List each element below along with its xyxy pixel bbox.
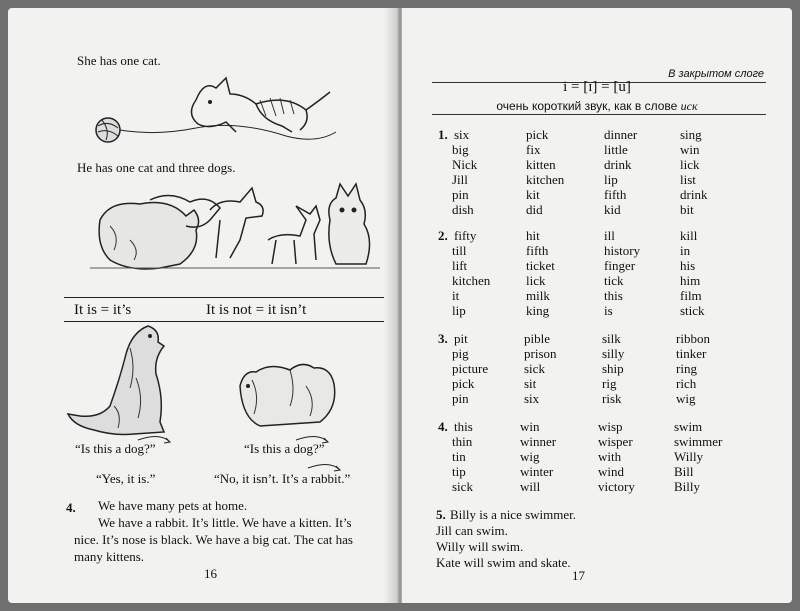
exercise-5-text (436, 507, 577, 571)
word: pin (452, 187, 469, 202)
exercise-3-column-1 (452, 331, 488, 406)
word: pick (526, 127, 549, 142)
exercise-2-column-1 (452, 228, 490, 318)
exercise-4-line: many kittens. (74, 549, 145, 564)
word: stick (680, 303, 705, 318)
right-page (402, 8, 792, 603)
caption-arrows (68, 432, 388, 482)
word: drink (604, 157, 632, 172)
sentence: Willy will swim. (436, 539, 524, 554)
word: pible (524, 331, 550, 346)
word: sit (524, 376, 537, 391)
exercise-5-number: 5. (436, 507, 446, 522)
word: his (680, 258, 696, 273)
word: tin (452, 449, 466, 464)
word: Willy (674, 449, 704, 464)
exercise-1-column-1 (452, 127, 477, 217)
word: kitten (526, 157, 556, 172)
exercise-2-column-3 (604, 228, 640, 318)
exercise-1-number: 1. (438, 127, 448, 142)
exercise-2-column-4 (680, 228, 705, 318)
word: tinker (676, 346, 707, 361)
word: will (520, 479, 541, 494)
rabbit-question-caption: “Is this a dog?” (244, 441, 325, 456)
exercise-4-line: We have many pets at home. (98, 498, 248, 513)
word: lip (604, 172, 618, 187)
sound-title: i = [ɪ] = [u] (563, 79, 631, 95)
word: in (680, 243, 691, 258)
word: ring (676, 361, 697, 376)
word: wig (520, 449, 540, 464)
word: pin (452, 391, 469, 406)
word: ill (604, 228, 615, 243)
word: little (604, 142, 628, 157)
word: sing (680, 127, 702, 142)
rabbit-illustration (230, 356, 340, 432)
sentence: Billy is a nice swimmer. (450, 507, 577, 522)
word: win (680, 142, 700, 157)
word: film (680, 288, 702, 303)
word: sick (524, 361, 545, 376)
dog-answer-caption: “Yes, it is.” (96, 471, 156, 486)
word: tick (604, 273, 624, 288)
word: till (452, 243, 467, 258)
word: bit (680, 202, 694, 217)
exercise-3-column-3 (602, 331, 624, 406)
word: drink (680, 187, 708, 202)
word: winter (520, 464, 554, 479)
word: did (526, 202, 543, 217)
sentence: Jill can swim. (436, 523, 508, 538)
word: ribbon (676, 331, 710, 346)
word: big (452, 142, 469, 157)
word: kit (526, 187, 540, 202)
word: swim (674, 419, 703, 434)
exercise-3-column-4 (676, 331, 710, 406)
exercise-4-line: We have a rabbit. It’s little. We have a kitten. It’s (98, 515, 352, 530)
sentence: Kate will swim and skate. (436, 555, 571, 570)
word: sick (452, 479, 473, 494)
word: milk (526, 288, 550, 303)
exercise-4-right-number: 4. (438, 419, 448, 434)
word: kill (680, 228, 698, 243)
exercise-3-column-2 (524, 331, 557, 406)
exercise-2-number: 2. (438, 228, 448, 243)
exercise-4-column-2 (520, 419, 556, 494)
exercise-4-text (74, 497, 388, 565)
exercise-4-column-1 (452, 419, 473, 494)
word: prison (524, 346, 557, 361)
word: lift (452, 258, 468, 273)
howling-dog-illustration (64, 318, 184, 440)
word: this (604, 288, 623, 303)
word: swimmer (674, 434, 723, 449)
word: it (452, 288, 460, 303)
rule-it-is-not: It is not = it isn’t (206, 302, 307, 318)
word: lick (526, 273, 546, 288)
word: with (598, 449, 622, 464)
word: Nick (452, 157, 478, 172)
sentence-one-cat-three-dogs: He has one cat and three dogs. (77, 160, 236, 175)
word: king (526, 303, 550, 318)
exercise-1-column-2 (526, 127, 564, 217)
dogs-and-cat-illustration (90, 180, 380, 280)
word: is (604, 303, 613, 318)
word: lip (452, 303, 466, 318)
rule-box-top-line (64, 297, 388, 298)
page-number-left: 16 (204, 566, 217, 581)
word: fifty (454, 228, 477, 243)
exercise-3-number: 3. (438, 331, 448, 346)
word: ship (602, 361, 624, 376)
word: winner (520, 434, 557, 449)
word: Bill (674, 464, 694, 479)
closed-syllable-label: В закрытом слоге (668, 68, 764, 80)
word: fifth (526, 243, 549, 258)
word: Jill (452, 172, 468, 187)
subtitle-rule (432, 114, 766, 115)
word: history (604, 243, 641, 258)
rule-it-is: It is = it’s (74, 302, 132, 318)
word: ticket (526, 258, 555, 273)
exercise-4-line: nice. It’s nose is black. We have a big cat. The cat has (74, 532, 353, 547)
sound-subtitle (402, 99, 792, 114)
sound-subtitle-text: очень короткий звук, как в слове (496, 99, 678, 113)
word: six (524, 391, 540, 406)
word: six (454, 127, 470, 142)
word: pit (454, 331, 468, 346)
word: wig (676, 391, 696, 406)
dog-question-caption: “Is this a dog?” (75, 441, 156, 456)
word: win (520, 419, 540, 434)
word: risk (602, 391, 622, 406)
exercise-1-column-3 (604, 127, 637, 217)
word: thin (452, 434, 473, 449)
word: this (454, 419, 473, 434)
word: rig (602, 376, 617, 391)
word: dinner (604, 127, 638, 142)
word: fix (526, 142, 541, 157)
exercise-2-column-2 (526, 228, 555, 318)
word: victory (598, 479, 635, 494)
word: pick (452, 376, 475, 391)
word: hit (526, 228, 540, 243)
page-number-right: 17 (572, 568, 585, 583)
exercise-4-number: 4. (66, 500, 76, 515)
word: rich (676, 376, 697, 391)
word: kitchen (526, 172, 565, 187)
word: him (680, 273, 701, 288)
sentence-she-has-one-cat: She has one cat. (77, 53, 161, 68)
word: wisper (598, 434, 633, 449)
word: fifth (604, 187, 627, 202)
exercise-4-column-4 (674, 419, 722, 494)
exercise-1-column-4 (680, 127, 707, 217)
cat-with-yarn-illustration (86, 70, 346, 150)
word: dish (452, 202, 474, 217)
word: silk (602, 331, 621, 346)
exercise-4-column-3 (598, 419, 635, 494)
word: tip (452, 464, 466, 479)
word: kitchen (452, 273, 491, 288)
word: finger (604, 258, 636, 273)
word: wisp (598, 419, 623, 434)
word: pig (452, 346, 469, 361)
word: Billy (674, 479, 701, 494)
word: kid (604, 202, 621, 217)
rabbit-answer-caption: “No, it isn’t. It’s a rabbit.” (214, 471, 351, 486)
word: lick (680, 157, 700, 172)
sound-subtitle-word: иск (680, 99, 698, 113)
word: wind (598, 464, 624, 479)
left-page (8, 8, 398, 603)
word: list (680, 172, 696, 187)
word: picture (452, 361, 489, 376)
word: silly (602, 346, 625, 361)
